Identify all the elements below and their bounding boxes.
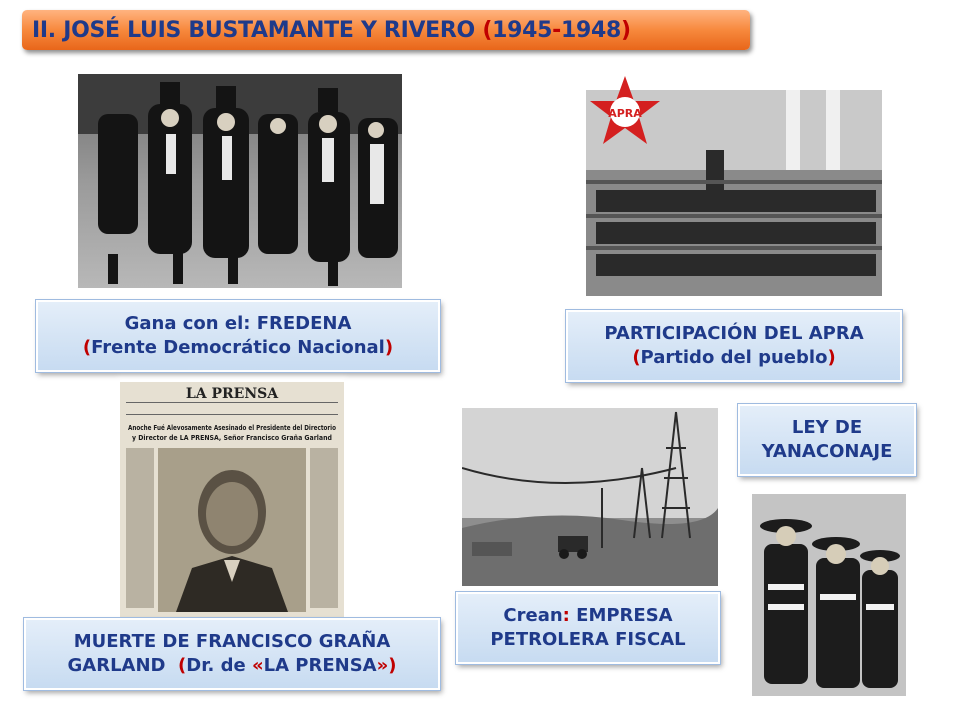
title-numeral: II. [32, 18, 56, 43]
grana-line2-wrap [26, 654, 438, 678]
fredena-line2: Frente Democrático Nacional [91, 337, 385, 358]
apra-logo-text: APRA [608, 107, 642, 120]
photo-inauguration-procession [78, 74, 402, 288]
grana-line2a: GARLAND [67, 655, 179, 676]
fredena-line1: Gana con el: FREDENA [124, 313, 352, 334]
grana-line1: MUERTE DE FRANCISCO GRAÑA [73, 631, 391, 652]
apra-star-icon [588, 74, 662, 148]
caption-fredena [36, 300, 440, 372]
petrolera-colon: : [562, 605, 570, 626]
title-year-start: 1945 [492, 18, 553, 43]
apra-line2: Partido del pueblo [640, 347, 828, 368]
newspaper-headline1: Anoche Fué Alevosamente Asesinado el Presidente del Directorio [128, 424, 337, 432]
grana-line2c: LA PRENSA [263, 655, 377, 676]
grana-paren-open: ( [178, 655, 187, 676]
grana-quote-open: « [251, 655, 264, 676]
yanaconaje-line2: YANACONAJE [761, 441, 893, 462]
petrolera-line2: PETROLERA FISCAL [490, 629, 686, 650]
grana-paren-close: ) [388, 655, 397, 676]
title-year-end: 1948 [560, 18, 621, 43]
petrolera-line1-wrap [458, 604, 718, 628]
fredena-paren-close: ) [384, 337, 394, 358]
yanaconaje-line1: LEY DE [791, 417, 863, 438]
photo-andean-families [752, 494, 906, 696]
grana-quote-close: » [376, 655, 389, 676]
fredena-line2-wrap [38, 336, 438, 360]
photo-la-prensa-newspaper [120, 382, 344, 618]
apra-line1: PARTICIPACIÓN DEL APRA [604, 323, 864, 344]
photo-oil-derricks [462, 408, 718, 586]
title-paren-open: ( [482, 18, 493, 43]
caption-grana-garland [24, 618, 440, 690]
apra-paren-close: ) [827, 347, 836, 368]
apra-line2-wrap [568, 346, 900, 370]
title-paren-close: ) [620, 18, 631, 43]
apra-logo [588, 74, 662, 148]
caption-apra [566, 310, 902, 382]
slide-title [22, 10, 750, 50]
grana-line2b: Dr. de [186, 655, 252, 676]
caption-yanaconaje [738, 404, 916, 476]
fredena-paren-open: ( [82, 337, 92, 358]
newspaper-masthead: LA PRENSA [185, 386, 279, 402]
apra-paren-open: ( [632, 347, 641, 368]
petrolera-lead: Crean [503, 605, 563, 626]
caption-petrolera [456, 592, 720, 664]
newspaper-headline2: y Director de LA PRENSA, Señor Francisco Graña Garland [132, 434, 332, 442]
title-dash: - [552, 18, 561, 43]
title-name: JOSÉ LUIS BUSTAMANTE Y RIVERO [63, 18, 475, 43]
petrolera-line1-rest: EMPRESA [569, 605, 673, 626]
